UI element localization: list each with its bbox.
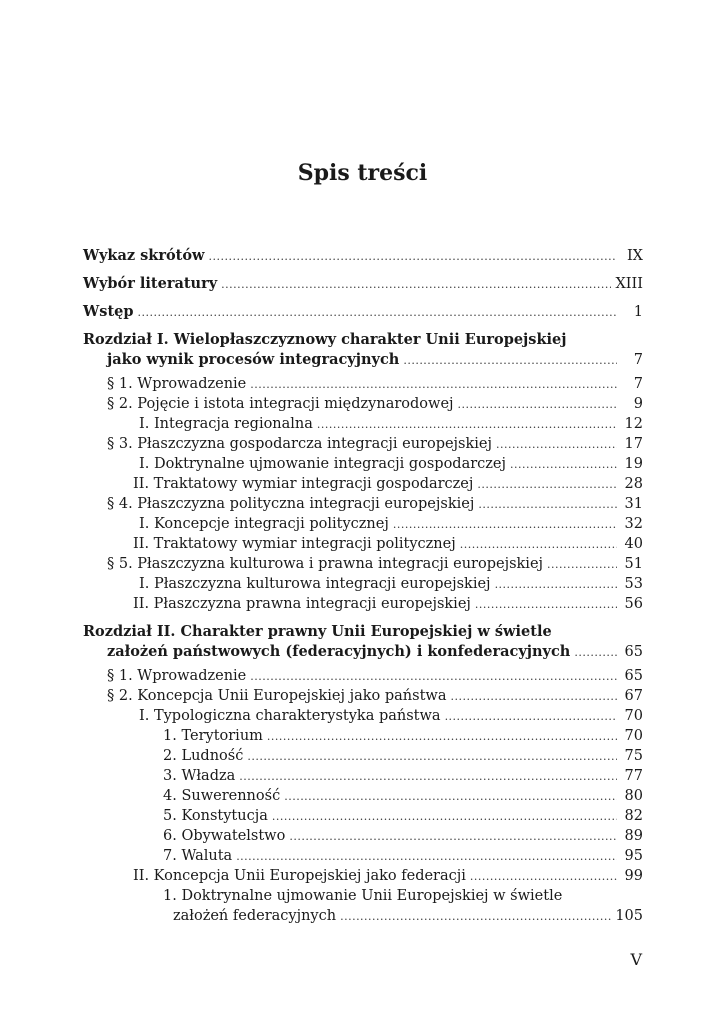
toc-entry xyxy=(83,330,643,370)
toc-entry-title: Wybór literatury xyxy=(83,275,218,292)
toc-entry xyxy=(83,554,643,574)
toc-entry xyxy=(83,622,643,662)
toc-entry xyxy=(83,746,643,766)
toc-entry-title: 3. Władza xyxy=(163,768,236,784)
dot-leader xyxy=(221,275,611,295)
toc-entry xyxy=(83,394,643,414)
toc-entry-title: § 3. Płaszczyzna gospodarcza integracji europejskiej xyxy=(107,436,492,452)
toc-page-number: 17 xyxy=(624,436,643,452)
dot-leader xyxy=(574,643,617,663)
toc-page-number: 80 xyxy=(624,788,643,804)
toc-entry-title-continued: założeń federacyjnych xyxy=(173,908,337,924)
toc-entry-title-continued: założeń państwowych (federacyjnych) i konfederacyjnych xyxy=(107,643,571,660)
toc-entry-title: I. Doktrynalne ujmowanie integracji gospodarczej xyxy=(139,456,506,472)
toc-page-number: 70 xyxy=(624,728,643,744)
toc-entry-title: § 1. Wprowadzenie xyxy=(107,668,247,684)
toc-entry-title: 2. Ludność xyxy=(163,748,244,764)
toc-entry xyxy=(83,514,643,534)
toc-entry-title: Wykaz skrótów xyxy=(83,247,205,264)
dot-leader xyxy=(284,787,617,807)
toc-entry-title: II. Traktatowy wymiar integracji gospodarczej xyxy=(133,476,474,492)
dot-leader xyxy=(289,827,617,847)
dot-leader xyxy=(250,667,617,687)
toc-page-number: 56 xyxy=(624,596,643,612)
toc-page-number: 7 xyxy=(633,376,643,392)
dot-leader xyxy=(475,595,617,615)
dot-leader xyxy=(272,807,617,827)
toc-page-number: 70 xyxy=(624,708,643,724)
page-title: Spis treści xyxy=(297,160,428,186)
toc-entry xyxy=(83,846,643,866)
toc-entry xyxy=(83,374,643,394)
dot-leader xyxy=(393,515,617,535)
toc-page-number: 82 xyxy=(624,808,643,824)
toc-entry-title: § 5. Płaszczyzna kulturowa i prawna integracji europejskiej xyxy=(107,556,544,572)
dot-leader xyxy=(547,555,617,575)
dot-leader xyxy=(317,415,617,435)
toc-entry xyxy=(83,534,643,554)
dot-leader xyxy=(138,303,617,323)
toc-entry xyxy=(83,786,643,806)
dot-leader xyxy=(267,727,617,747)
toc-entry xyxy=(83,494,643,514)
toc-page-number: 28 xyxy=(624,476,643,492)
toc-entry xyxy=(83,806,643,826)
toc-entry xyxy=(83,886,643,926)
dot-leader xyxy=(510,455,617,475)
toc-entry-title: Rozdział II. Charakter prawny Unii Europejskiej w świetle xyxy=(83,623,552,640)
dot-leader xyxy=(458,395,617,415)
toc-page-number: 31 xyxy=(624,496,643,512)
toc-page-number: 99 xyxy=(624,868,643,884)
toc-entry-title: § 4. Płaszczyzna polityczna integracji europejskiej xyxy=(107,496,475,512)
toc-page-number: 53 xyxy=(624,576,643,592)
toc-entry-title: § 2. Koncepcja Unii Europejskiej jako państwa xyxy=(107,688,447,704)
toc-entry-title: Rozdział I. Wielopłaszczyznowy charakter Unii Europejskiej xyxy=(83,331,567,348)
toc-entry-title: II. Koncepcja Unii Europejskiej jako federacji xyxy=(133,868,466,884)
toc-entry xyxy=(83,274,643,294)
toc-entry xyxy=(83,826,643,846)
toc-entry-title: 7. Waluta xyxy=(163,848,233,864)
toc-entry xyxy=(83,574,643,594)
toc-page-number: 40 xyxy=(624,536,643,552)
toc-entry-title: I. Integracja regionalna xyxy=(139,416,313,432)
dot-leader xyxy=(209,247,618,267)
toc-entry-title: 1. Terytorium xyxy=(163,728,263,744)
toc-entry xyxy=(83,594,643,614)
dot-leader xyxy=(445,707,617,727)
toc-entry xyxy=(83,302,643,322)
toc-entry-title: 1. Doktrynalne ujmowanie Unii Europejskiej w świetle xyxy=(163,888,563,904)
toc-entry-title: 4. Suwerenność xyxy=(163,788,281,804)
dot-leader xyxy=(247,747,617,767)
dot-leader xyxy=(236,847,617,867)
dot-leader xyxy=(403,351,617,371)
dot-leader xyxy=(470,867,617,887)
toc-entry xyxy=(83,666,643,686)
toc-page-number: 75 xyxy=(624,748,643,764)
dot-leader xyxy=(495,575,617,595)
toc-entry xyxy=(83,866,643,886)
toc-entry-title: II. Traktatowy wymiar integracji politycznej xyxy=(133,536,456,552)
toc-page-number: 1 xyxy=(633,304,643,320)
toc-page-number: 67 xyxy=(624,688,643,704)
toc-page-number: 19 xyxy=(624,456,643,472)
table-of-contents xyxy=(83,246,643,926)
toc-entry xyxy=(83,686,643,706)
toc-page-number: 95 xyxy=(624,848,643,864)
toc-entry-title: I. Koncepcje integracji politycznej xyxy=(139,516,389,532)
dot-leader xyxy=(496,435,617,455)
toc-entry-title: 6. Obywatelstwo xyxy=(163,828,286,844)
toc-page-number: 65 xyxy=(624,668,643,684)
toc-entry-title: § 2. Pojęcie i istota integracji międzynarodowej xyxy=(107,396,454,412)
dot-leader xyxy=(477,475,617,495)
toc-page-number: 65 xyxy=(624,644,643,660)
toc-entry xyxy=(83,726,643,746)
toc-page-number: 9 xyxy=(633,396,643,412)
dot-leader xyxy=(460,535,617,555)
toc-page-number: 7 xyxy=(633,352,643,368)
toc-entry xyxy=(83,434,643,454)
toc-entry xyxy=(83,706,643,726)
dot-leader xyxy=(340,907,611,927)
toc-entry-title: I. Typologiczna charakterystyka państwa xyxy=(139,708,441,724)
toc-entry xyxy=(83,414,643,434)
dot-leader xyxy=(239,767,617,787)
toc-page-number: XIII xyxy=(615,276,643,292)
toc-entry xyxy=(83,246,643,266)
toc-entry-title: II. Płaszczyzna prawna integracji europejskiej xyxy=(133,596,471,612)
dot-leader xyxy=(450,687,617,707)
toc-page-number: IX xyxy=(626,248,643,264)
toc-entry xyxy=(83,766,643,786)
dot-leader xyxy=(478,495,617,515)
toc-entry-title: 5. Konstytucja xyxy=(163,808,268,824)
toc-page-number: 77 xyxy=(624,768,643,784)
toc-page-number: 105 xyxy=(615,908,643,924)
toc-page-number: 32 xyxy=(624,516,643,532)
toc-entry-title-continued: jako wynik procesów integracyjnych xyxy=(107,351,400,368)
toc-entry-title: I. Płaszczyzna kulturowa integracji europejskiej xyxy=(139,576,491,592)
toc-entry-title: § 1. Wprowadzenie xyxy=(107,376,247,392)
toc-entry xyxy=(83,474,643,494)
toc-entry-title: Wstęp xyxy=(83,303,134,320)
toc-page-number: 51 xyxy=(624,556,643,572)
toc-entry xyxy=(83,454,643,474)
page-number: V xyxy=(630,950,642,969)
toc-page-number: 12 xyxy=(624,416,643,432)
dot-leader xyxy=(250,375,617,395)
toc-page-number: 89 xyxy=(624,828,643,844)
